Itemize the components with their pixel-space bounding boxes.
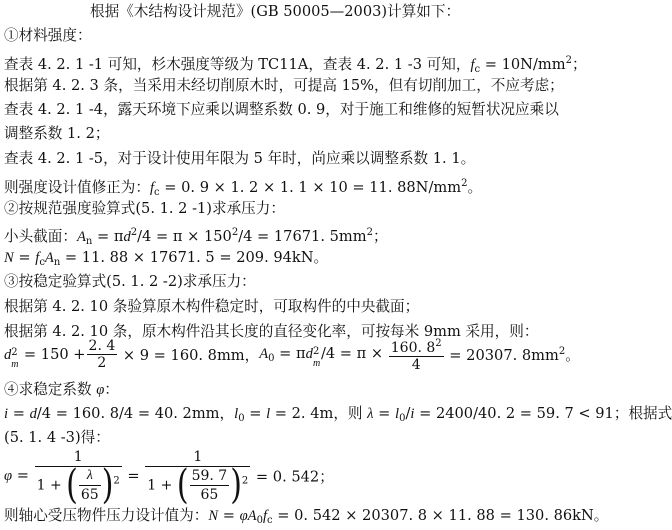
denominator: 1 + ( $\frac{\lambda}{65}$ )$^2$ <box>36 461 120 509</box>
A-symbol: A <box>44 250 54 266</box>
eq-part: /4 = 17671. 5mm <box>238 228 367 245</box>
numerator: 2. 4 <box>88 338 116 354</box>
eq-part: = 2400/40. 2 = 59. 7 < 91；根据式 <box>414 405 672 422</box>
eq-part: = 150 + <box>19 345 86 363</box>
denominator: 2 <box>97 355 107 371</box>
text-line-10 <box>4 224 388 251</box>
sup-2: 2 <box>366 227 373 238</box>
N-symbol: N <box>4 250 14 266</box>
text-line-3 <box>4 52 587 79</box>
eq-part: /4 = π × <box>320 345 388 362</box>
i-symbol: i <box>4 406 9 422</box>
f-symbol: f <box>35 250 40 266</box>
colon: ： <box>104 381 119 398</box>
fraction-160.8sq-over-4 <box>389 336 444 373</box>
A0-symbol: A <box>259 346 269 362</box>
m-subscript: m <box>312 358 321 369</box>
denominator: 4 <box>411 357 421 373</box>
An-symbol: A <box>76 229 86 245</box>
slash: / <box>405 405 411 422</box>
fc-symbol: f <box>470 57 475 73</box>
final-text: 则轴心受压物件压力设计值为： <box>4 507 209 524</box>
fc-subscript: c <box>474 64 481 75</box>
section-4-heading <box>4 381 119 399</box>
eq-part: = <box>8 405 30 422</box>
section-3-heading: ③按稳定验算式(5. 1. 2 -2)求承压力： <box>4 273 256 290</box>
punct: 。 <box>565 347 580 364</box>
section-4-text: ④求稳定系数 <box>4 381 97 398</box>
l0-symbol: l <box>395 406 400 422</box>
zero-subscript: 0 <box>238 413 245 424</box>
phi-symbol: φ <box>4 468 13 484</box>
d-symbol: d <box>305 346 313 362</box>
fc-formula: = 0. 9 × 1. 2 × 1. 1 × 10 = 11. 88N/mm <box>159 179 462 196</box>
N-symbol: N <box>208 508 219 524</box>
line-8-text: 则强度设计值修正为： <box>4 179 150 196</box>
eq-part: = <box>13 249 36 266</box>
i-symbol: i <box>410 406 415 422</box>
section-1-heading: ①材料强度： <box>4 27 92 44</box>
sup-2: 2 <box>231 227 239 238</box>
eq-part: /4 = π × 150 <box>137 228 232 245</box>
phi-symbol: φ <box>239 508 248 524</box>
fraction-phi-numeric <box>145 448 250 509</box>
phi-symbol: φ <box>96 382 105 398</box>
text-line-17 <box>4 405 672 428</box>
d-symbol: d <box>29 406 37 422</box>
eq-part: = <box>373 405 396 422</box>
eq-part: = 20307. 8mm <box>444 347 559 364</box>
eq-part: = π <box>92 228 124 245</box>
f-symbol: f <box>262 508 268 524</box>
l0-symbol: l <box>234 406 239 422</box>
numerator: 160. $8^2$ <box>390 338 442 356</box>
phi-formula <box>4 448 334 509</box>
sup-2: 2 <box>565 55 572 66</box>
c-subscript: c <box>267 515 273 526</box>
zero-subscript: 0 <box>256 515 263 526</box>
text-line-6: 调整系数 1. 2； <box>4 125 110 142</box>
d-symbol: d <box>123 229 131 245</box>
sup-2: 2 <box>130 227 138 238</box>
eq-part: = 2. 4m，则 <box>270 405 368 422</box>
text-line-13: 根据第 4. 2. 10 条验算原木构件稳定时，可取构件的中央截面； <box>4 298 420 315</box>
text-line-7: 查表 4. 2. 1 -5，对于设计使用年限为 5 年时，尚应乘以调整系数 1. 1。 <box>4 150 476 167</box>
fc-subscript: c <box>154 187 160 198</box>
eq-part: = <box>218 507 240 524</box>
fraction-phi-lambda <box>35 448 122 509</box>
sup-2: 2 <box>312 346 320 357</box>
lambda-symbol: λ <box>367 406 374 422</box>
fc-value: = 10N/mm <box>480 56 566 73</box>
numerator: 1 <box>193 449 203 465</box>
eq-part: = 11. 88 × 17671. 5 = 209. 94kN。 <box>60 249 329 266</box>
zero-subscript: 0 <box>399 413 406 424</box>
zero-subscript: 0 <box>268 353 275 364</box>
punct: ； <box>571 56 587 73</box>
line-3-text: 查表 4. 2. 1 -1 可知，杉木强度等级为 TC11A，查表 4. 2. 1 -3 可知， <box>4 56 471 73</box>
numerator: 1 <box>73 449 83 465</box>
text-line-8 <box>4 175 482 202</box>
fc-symbol: f <box>149 180 155 196</box>
text-line-5: 查表 4. 2. 1 -4，露天环境下应乘以调整系数 0. 9，对于施工和维修的短暂状况应乘以 <box>4 101 559 118</box>
text-line-11 <box>4 249 328 272</box>
text-line-15 <box>4 336 580 376</box>
c-subscript: c <box>39 257 45 268</box>
eq-part: = <box>244 405 267 422</box>
denominator: 1 + ( $\frac{59. 7}{65}$ )$^2$ <box>147 461 249 509</box>
sup-2: 2 <box>461 178 468 189</box>
sup-2: 2 <box>558 346 566 357</box>
d-symbol: d <box>4 346 12 363</box>
section-2-heading: ②按规范强度验算式(5. 1. 2 -1)求承压力： <box>4 200 285 217</box>
eq-part: = 0. 542； <box>251 468 334 486</box>
eq-part: /4 = 160. 8/4 = 40. 2mm， <box>36 405 235 422</box>
An-subscript: n <box>85 236 93 247</box>
eq-part: = 0. 542 × 20307. 8 × 11. 88 = 130. 86kN。 <box>272 507 609 524</box>
text-line-14: 根据第 4. 2. 10 条，原木构件沿其长度的直径变化率，可按每米 9mm 采用，则： <box>4 323 539 340</box>
eq-part: = π <box>274 345 306 362</box>
m-subscript: m <box>11 358 19 370</box>
final-line <box>4 507 608 530</box>
eq-part: = <box>12 467 34 484</box>
text-line-18: (5. 1. 4 -3)得： <box>4 429 110 446</box>
text-line-4: 根据第 4. 2. 3 条，当采用未经切削原木时，可提高 15%，但有切削加工，不应考虑； <box>4 77 564 94</box>
punct: ； <box>372 228 388 245</box>
eq-part: = <box>122 467 145 485</box>
l-symbol: l <box>266 406 271 422</box>
punct: 。 <box>467 179 483 196</box>
eq-part: × 9 = 160. 8mm， <box>118 347 260 364</box>
intro-line: 根据《木结构设计规范》(GB 50005—2003)计算如下： <box>90 3 461 20</box>
fraction-2.4-over-2 <box>87 338 118 371</box>
line-10-label: 小头截面： <box>4 228 77 245</box>
sup-2: 2 <box>11 346 18 358</box>
n-subscript: n <box>53 257 61 268</box>
A-symbol: A <box>247 508 257 524</box>
